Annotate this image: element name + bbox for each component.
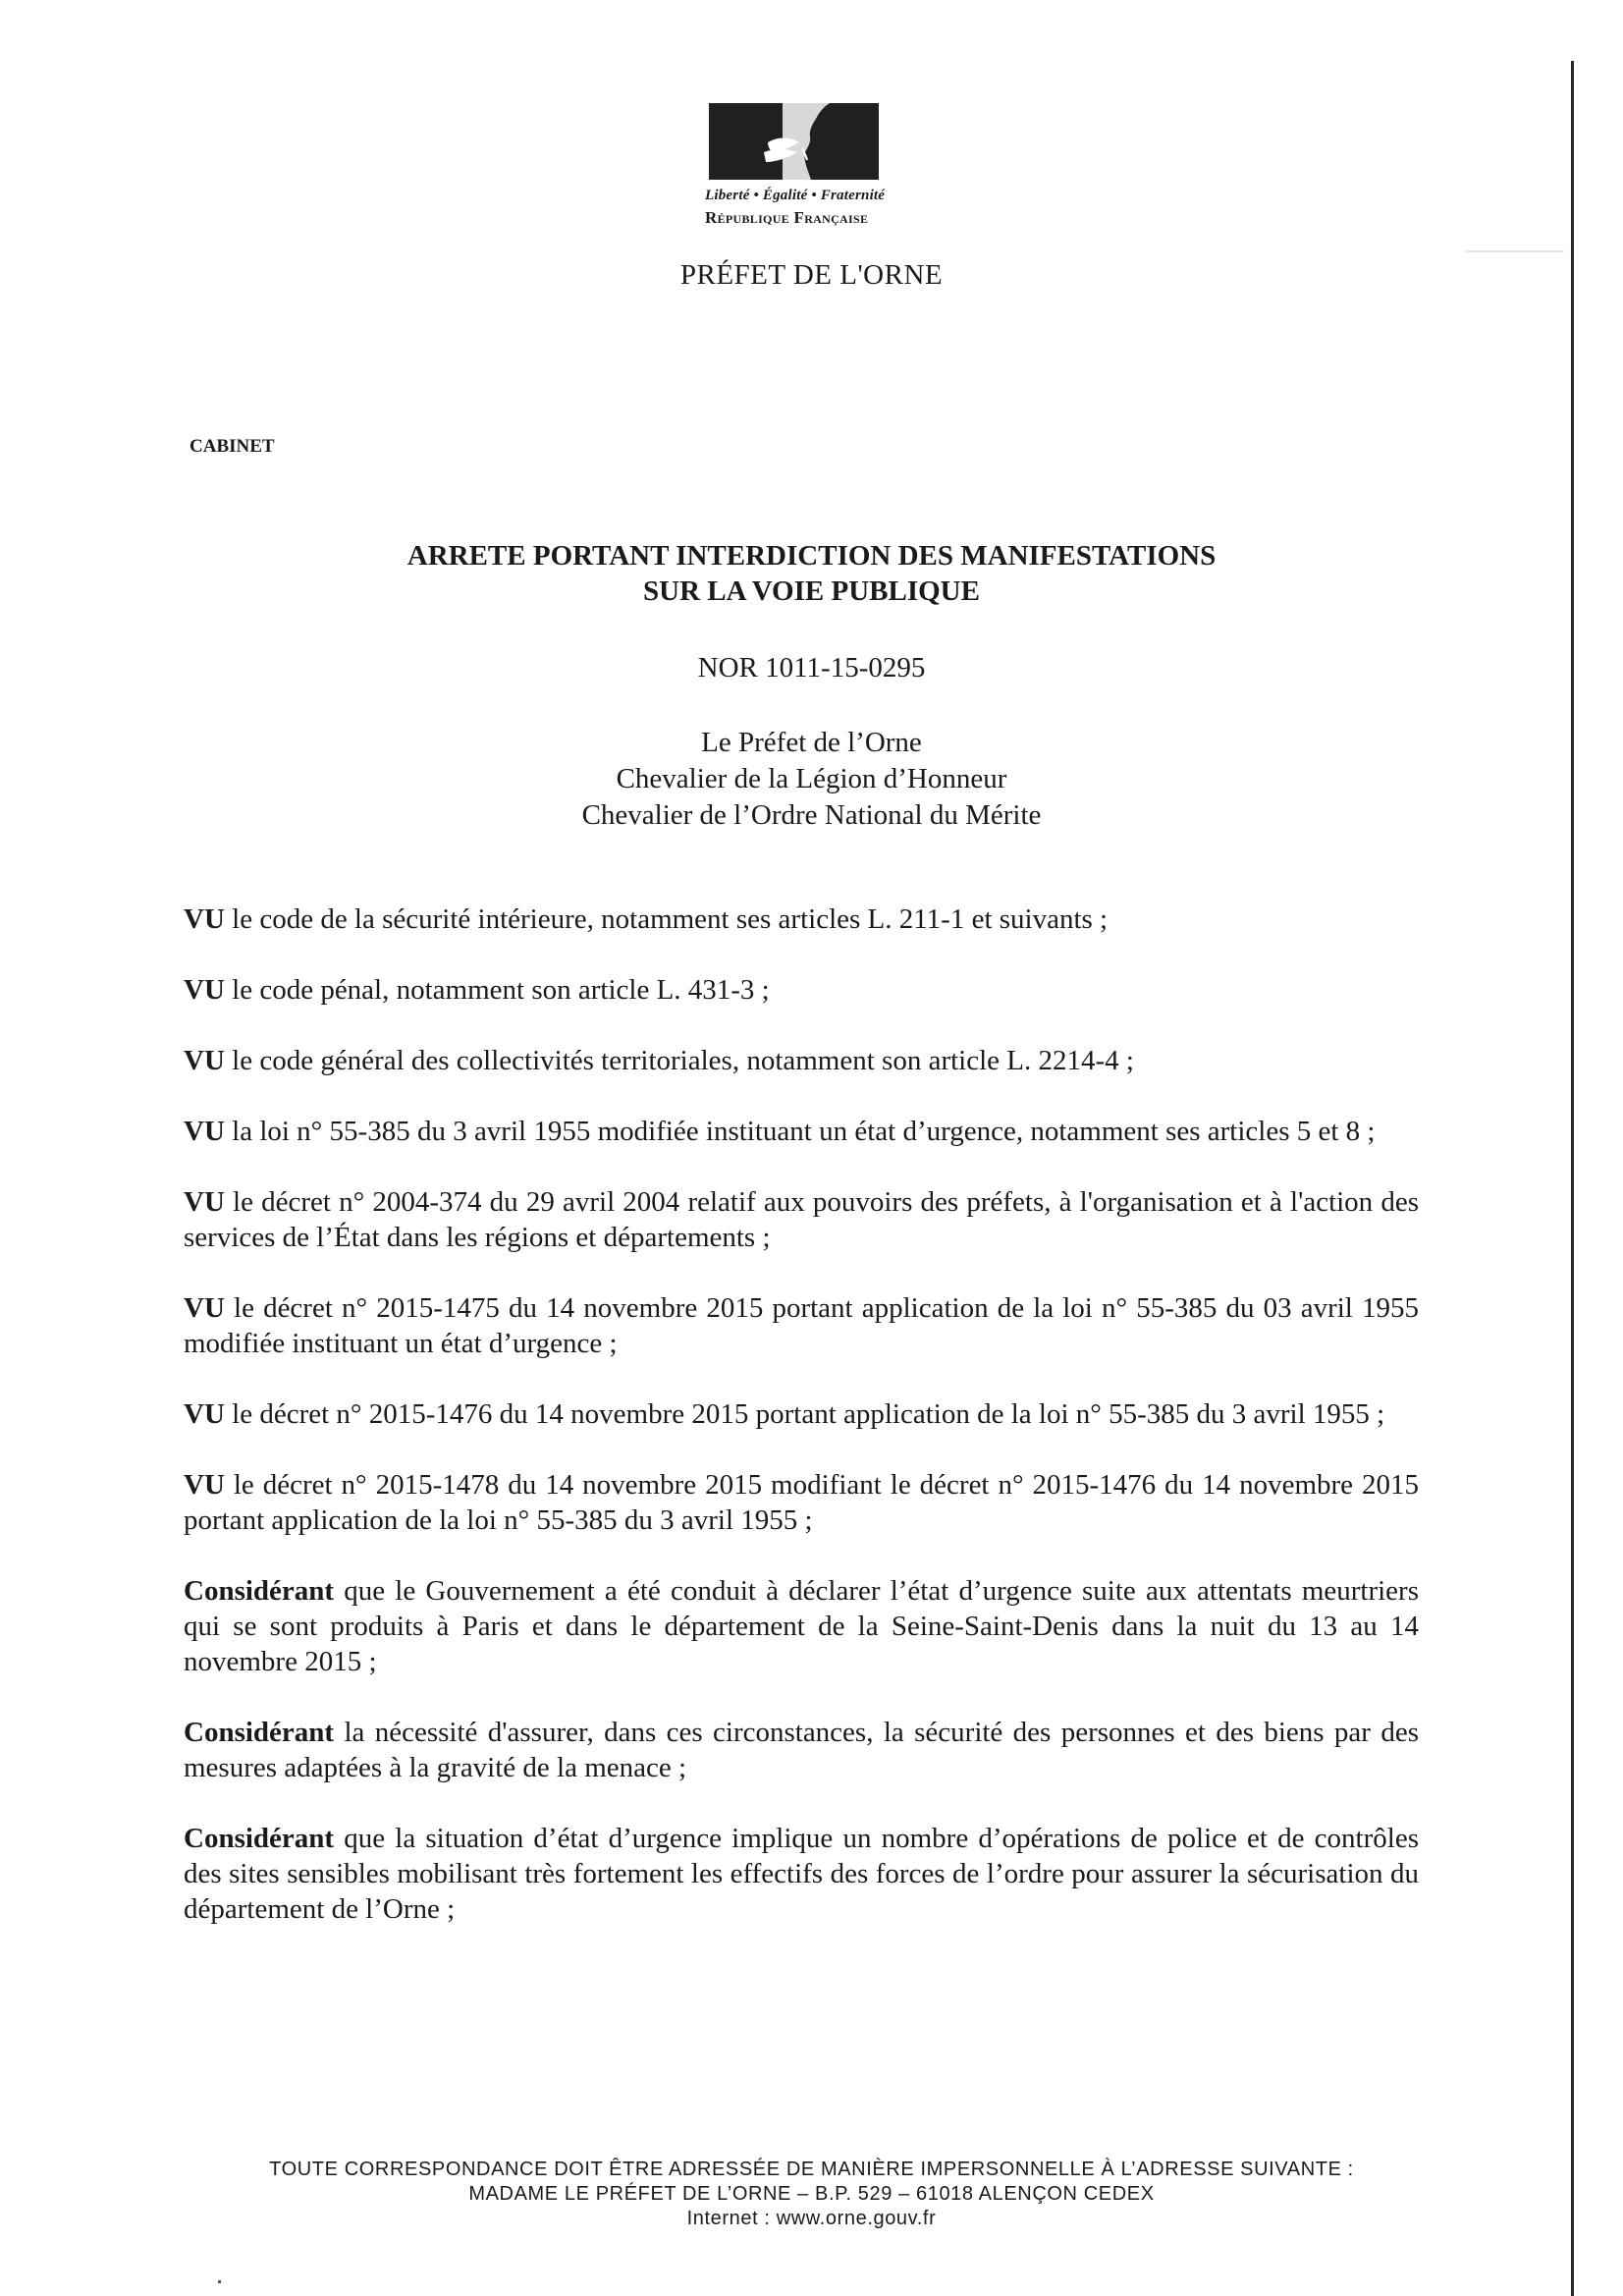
paragraph-text: le code de la sécurité intérieure, notamment ses articles L. 211-1 et suivants ; (224, 903, 1109, 935)
decree-title (0, 538, 1623, 609)
marianne-profile-icon (709, 103, 879, 180)
decree-title-line-2: SUR LA VOIE PUBLIQUE (643, 575, 980, 607)
scan-border-line (1571, 61, 1574, 2296)
republic-motto: Liberté • Égalité • Fraternité (705, 188, 886, 203)
paragraph-text: le décret n° 2015-1478 du 14 novembre 2015 modifiant le décret n° 2015-1476 du 14 novembre 2015 portant application de la loi n° 55-385 du 3 avril 1955 ; (184, 1469, 1419, 1536)
visa-paragraph (184, 1114, 1419, 1149)
paragraph-text: la loi n° 55-385 du 3 avril 1955 modifiée instituant un état d’urgence, notamment ses articles 5 et 8 ; (224, 1116, 1376, 1147)
considerant-paragraph (184, 1821, 1419, 1927)
marianne-logo (705, 103, 923, 228)
paragraph-lead: Considérant (184, 1717, 335, 1748)
visa-paragraph (184, 902, 1419, 937)
paragraph-lead: Considérant (184, 1823, 335, 1854)
visa-paragraph (184, 1043, 1419, 1078)
paragraph-text: le code général des collectivités territoriales, notamment son article L. 2214-4 ; (224, 1045, 1134, 1076)
footer-line-2: MADAME LE PRÉFET DE L’ORNE – B.P. 529 – 61018 ALENÇON CEDEX (468, 2183, 1155, 2205)
footer-line-1: TOUTE CORRESPONDANCE DOIT ÊTRE ADRESSÉE DE MANIÈRE IMPERSONNELLE À L’ADRESSE SUIVANTE : (269, 2159, 1354, 2180)
authority-line-1: Le Préfet de l’Orne (701, 727, 922, 758)
paragraph-text: le décret n° 2015-1476 du 14 novembre 2015 portant application de la loi n° 55-385 du 3 avril 1955 ; (224, 1398, 1385, 1430)
authority-line-2: Chevalier de la Légion d’Honneur (616, 763, 1007, 794)
prefecture-heading: PRÉFET DE L'ORNE (679, 259, 944, 291)
considerant-paragraph (184, 1715, 1419, 1785)
paragraph-text: le décret n° 2015-1475 du 14 novembre 2015 portant application de la loi n° 55-385 du 03 avril 1955 modifiée instituant un état d’urgence ; (184, 1292, 1419, 1359)
scan-speck (218, 2280, 221, 2283)
paragraph-lead: VU (184, 1292, 225, 1324)
paragraph-lead: VU (184, 1116, 225, 1147)
nor-reference: NOR 1011-15-0295 (697, 652, 926, 683)
paragraph-lead: VU (184, 1469, 225, 1501)
paragraph-lead: VU (184, 974, 225, 1006)
paragraph-lead: VU (184, 1186, 225, 1218)
paragraph-lead: VU (184, 1045, 225, 1076)
service-label: CABINET (189, 436, 275, 457)
decree-body (184, 902, 1419, 1962)
paragraph-text: que la situation d’état d’urgence implique un nombre d’opérations de police et de contrôles des sites sensibles mobilisant très fortement les effectifs des forces de l’ordre pour assurer la sécurisation du département de l’Orne ; (184, 1823, 1419, 1925)
decree-title-line-1: ARRETE PORTANT INTERDICTION DES MANIFESTATIONS (406, 540, 1217, 572)
paragraph-text: que le Gouvernement a été conduit à déclarer l’état d’urgence suite aux attentats meurtriers qui se sont produits à Paris et dans le département de la Seine-Saint-Denis dans la nuit du 13 au 14 novembre 2015 ; (184, 1575, 1419, 1677)
authority-block (0, 725, 1623, 834)
visa-paragraph (184, 1184, 1419, 1255)
correspondence-footer (0, 2158, 1623, 2231)
paragraph-text: le décret n° 2004-374 du 29 avril 2004 relatif aux pouvoirs des préfets, à l'organisation et à l'action des services de l’État dans les régions et départements ; (184, 1186, 1419, 1253)
authority-line-3: Chevalier de l’Ordre National du Mérite (581, 799, 1042, 831)
footer-line-3: Internet : www.orne.gouv.fr (686, 2208, 937, 2229)
visa-paragraph (184, 972, 1419, 1008)
visa-paragraph (184, 1290, 1419, 1361)
republic-name: République Française (705, 208, 869, 227)
paragraph-text: le code pénal, notamment son article L. 431-3 ; (224, 974, 770, 1006)
paragraph-lead: VU (184, 903, 225, 935)
paragraph-lead: VU (184, 1398, 225, 1430)
visa-paragraph (184, 1467, 1419, 1538)
paragraph-lead: Considérant (184, 1575, 335, 1607)
scan-artifact (1466, 250, 1564, 252)
visa-paragraph (184, 1396, 1419, 1432)
marianne-emblem (709, 103, 879, 180)
considerant-paragraph (184, 1573, 1419, 1679)
paragraph-text: la nécessité d'assurer, dans ces circonstances, la sécurité des personnes et des biens par des mesures adaptées à la gravité de la menace ; (184, 1717, 1419, 1783)
